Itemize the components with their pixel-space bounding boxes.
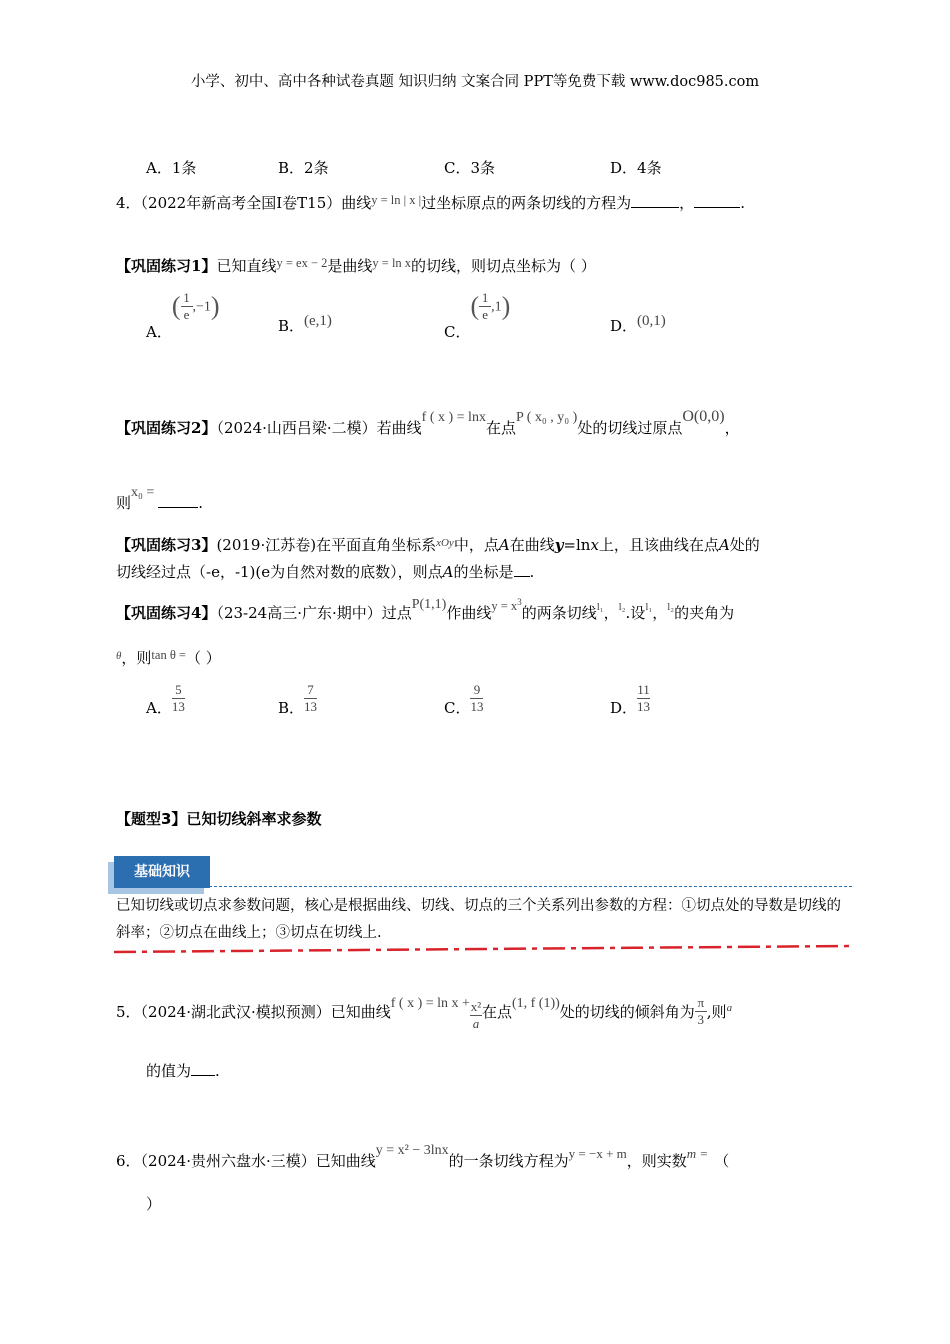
practice-label: 【巩固练习2】 [116,419,217,437]
denominator: 13 [637,699,651,714]
exponent: 3 [517,597,522,607]
q3-option-a: A．1条 [146,159,197,177]
numerator: 7 [307,682,314,697]
line-label: l₁ [596,601,604,614]
formula: x₀ = [131,485,155,500]
option-letter: A． [146,322,172,341]
point-label: A [718,536,730,554]
option-letter: D． [610,698,638,717]
practice-label: 【巩固练习1】 [116,257,217,275]
text: 的切线，则切点坐标为（ ） [411,257,596,275]
text: =ln [563,536,591,554]
practice-1-option-c [444,290,511,341]
practice-label: 【巩固练习3】 [116,536,217,554]
formula: y = ln x [372,256,412,270]
fraction [637,682,650,715]
q3-option-d: D．4条 [610,159,662,177]
text: 是曲线 [327,257,373,275]
formula: xOy [436,537,454,549]
text: ， [724,419,740,437]
formula: P(1,1) [411,597,447,613]
option-letter: A． [146,698,172,717]
variable: θ [116,650,122,662]
fraction [695,995,707,1028]
value: ,−1 [192,299,211,315]
question-5-line-2 [146,1060,220,1081]
text: (2019·江苏卷)在平面直角坐标系 [216,536,437,554]
question-text: 过坐标原点的两条切线的方程为 [421,194,632,212]
paren: ) [210,291,220,321]
denominator: e [482,307,489,322]
text: ， [652,604,668,623]
text: （ [714,1152,730,1170]
formula: O(0,0) [682,408,725,425]
question-source: （2024·湖北武汉·模拟预测）已知曲线 [140,1003,391,1021]
practice-4-option-d [610,682,650,715]
question-5 [116,995,732,1032]
variable: x [590,536,599,554]
denominator: 13 [171,699,185,714]
option-letter: C． [444,322,471,341]
practice-4-option-b [278,682,317,715]
text: 的坐标是 [453,563,514,581]
text: 的值为 [146,1062,192,1080]
red-dashdot-divider [114,944,854,958]
question-number: 5． [116,1003,141,1021]
denominator: 3 [697,1012,705,1027]
text: 中，点 [453,536,499,554]
question-6 [116,1143,729,1171]
value: ,1 [491,299,502,315]
fraction [470,682,483,715]
paren: ( [171,291,181,321]
answer-blank[interactable] [191,1074,215,1076]
dashed-divider [114,886,852,887]
numerator: 1 [183,290,190,305]
text: 切线经过点（-e，-1)(e为自然对数的底数），则点 [116,563,443,581]
formula: P ( x₀ , y₀ ) [515,410,578,425]
paren: ) [501,291,511,321]
denominator: 13 [470,699,484,714]
text: 的夹角为 [674,604,735,623]
text: 处的 [729,536,760,554]
text: ，则 [121,649,152,667]
text: ,则 [706,1003,727,1021]
value: (0,1) [637,313,666,329]
question-number: 6． [116,1152,141,1170]
formula: f ( x ) = ln x + [390,996,470,1011]
practice-2 [116,408,740,438]
period: . [740,194,745,212]
practice-4-option-a [146,682,185,715]
q3-option-c: C．3条 [444,159,496,177]
text: ，则实数 [626,1152,687,1170]
section-title: 【题型3】已知切线斜率求参数 [116,810,322,828]
line-label: l₁ [645,601,653,614]
fraction [181,290,193,323]
answer-blank[interactable] [631,206,679,208]
point-label: A [498,536,510,554]
practice-label: 【巩固练习4】 [116,604,217,623]
text: 上，且该曲线在点 [598,536,719,554]
text: 作曲线 [446,604,492,623]
denominator: a [472,1016,480,1031]
practice-3-line-2 [116,561,534,582]
fraction [470,999,482,1032]
question-source: （2024·贵州六盘水·三模）已知曲线 [140,1152,376,1170]
text: 在点 [481,1003,512,1021]
knowledge-banner: 基础知识 [114,856,210,888]
text: 的一条切线方程为 [448,1152,569,1170]
numerator: 1 [481,290,489,305]
formula: y = x² − 3lnx [375,1143,449,1158]
option-letter: B． [278,317,305,335]
denominator: 13 [304,699,318,714]
fraction [172,682,185,715]
numerator: 5 [175,682,182,697]
text: 的两条切线 [521,604,597,623]
formula: tan θ = [151,648,186,662]
text: （2024·山西吕梁·二模）若曲线 [216,419,422,437]
fraction [479,290,491,323]
text: 在点 [485,419,516,437]
text: 已知直线 [216,257,277,275]
option-letter: C． [444,698,471,717]
numerator: π [697,995,705,1010]
denominator: e [183,307,190,322]
practice-4 [116,597,734,623]
text: 则 [116,494,132,512]
text: 处的切线过原点 [577,419,683,437]
numerator: 9 [473,682,481,697]
period: . [198,494,204,512]
question-source: （2022年新高考全国I卷T15）曲线 [140,194,372,212]
text: 处的切线的倾斜角为 [559,1003,695,1021]
formula: (1, f (1)) [511,996,560,1011]
separator: ， [679,194,695,212]
practice-4-option-c [444,682,483,715]
period: . [529,563,535,581]
answer-blank[interactable] [694,206,740,208]
option-letter: D． [610,317,638,335]
fraction [304,682,317,715]
answer-blank[interactable] [514,575,530,577]
value: (e,1) [304,313,332,329]
question-4 [116,192,745,213]
practice-1-option-b [278,309,332,335]
formula: y = ex − 2 [276,256,328,270]
numerator: 11 [637,682,650,697]
practice-1-option-a [146,290,220,341]
text: ， [603,604,619,623]
q3-option-b: B．2条 [278,159,329,177]
practice-1 [116,255,596,276]
text: .设 [625,604,646,623]
practice-4-line-2 [116,647,221,668]
formula: y = ln | x | [371,193,422,207]
variable: y [554,536,564,554]
practice-1-option-d [610,309,666,335]
option-letter: B． [278,698,305,717]
line-label: l₂ [667,601,675,614]
practice-3 [116,534,760,555]
knowledge-text: 已知切线或切点求参数问题，核心是根据曲线、切线、切点的三个关系列出参数的方程：①切点处的导数是切线的斜率；②切点在曲线上；③切点在切线上. [116,898,841,941]
variable: a [726,1002,733,1014]
point-label: A [442,563,454,581]
question-number: 4． [116,194,141,212]
answer-blank[interactable] [158,506,198,508]
text: （ ） [185,649,221,667]
practice-2-line-2 [116,485,203,513]
line-label: l₂ [618,601,626,614]
formula-base: y = x [491,599,518,614]
formula [491,599,521,613]
paren: ( [470,291,480,321]
period: . [215,1062,220,1080]
page-header: 小学、初中、高中各种试卷真题 知识归纳 文案合同 PPT等免费下载 www.doc985.com [190,74,760,90]
text: 在曲线 [509,536,555,554]
numerator: x² [470,999,482,1014]
text: （23-24高三·广东·期中）过点 [216,604,412,623]
formula: y = −x + m [568,1146,627,1161]
question-6-line-2: ） [146,1195,162,1213]
formula: m = [686,1146,709,1161]
formula: f ( x ) = lnx [421,410,486,425]
